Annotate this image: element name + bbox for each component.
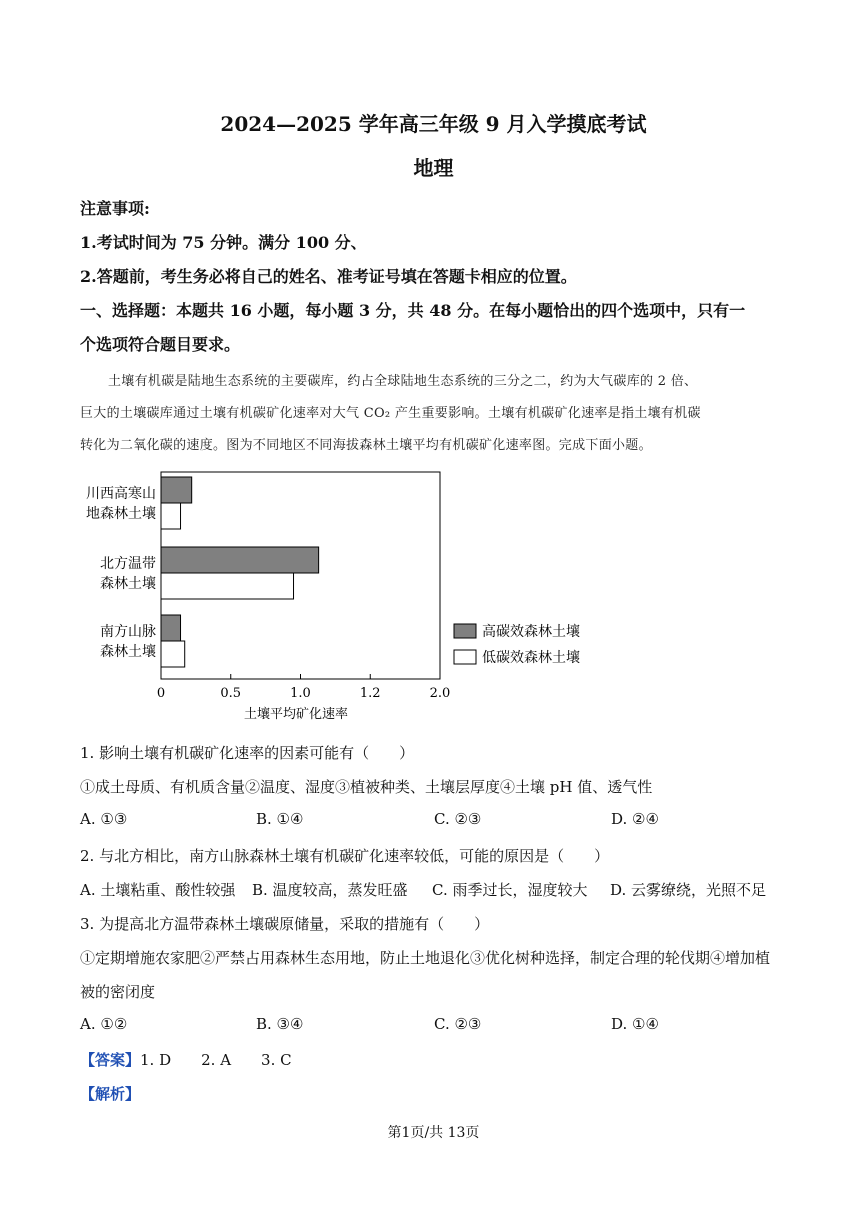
q1-statements: ①成土母质、有机质含量②温度、湿度③植被种类、土壤层厚度④土壤 pH 值、透气性 [80,778,653,796]
notice-item-1: 1.考试时间为 75 分钟。满分 100 分、 [80,233,367,252]
notice-item-2: 2.答题前，考生务必将自己的姓名、准考证号填在答题卡相应的位置。 [80,267,577,286]
q3-statements-line2: 被的密闭度 [80,983,156,1001]
category-label-0-0: 川西高寒山 [86,486,156,502]
bar-high-0 [161,477,192,503]
answer-line [80,1049,292,1070]
legend-swatch-1 [454,650,476,664]
analysis-tag: 【解析】 [80,1085,141,1103]
answer-tag: 【答案】 [80,1051,141,1069]
category-label-1-0: 北方温带 [100,556,156,572]
legend-label-0: 高碳效森林土壤 [482,624,580,640]
q1-option-c[interactable]: C. ②③ [434,810,482,828]
x-tick-label-3: 1.2 [359,686,381,701]
q3-option-b[interactable]: B. ③④ [256,1015,304,1033]
section-heading-line2: 个选项符合题目要求。 [80,335,241,354]
bar-high-2 [161,615,181,641]
bar-high-1 [161,547,319,573]
page-number: 第1页/共 13页 [387,1125,480,1141]
bar-low-1 [161,573,294,599]
exam-title: 2024—2025 学年高三年级 9 月入学摸底考试 [220,112,647,136]
passage-line2: 巨大的土壤碳库通过土壤有机碳矿化速率对大气 CO₂ 产生重要影响。土壤有机碳矿化速率是指土壤有机碳 [80,406,701,421]
q1-option-b[interactable]: B. ①④ [256,810,304,828]
q2-option-a[interactable]: A. 土壤粘重、酸性较强 [80,881,236,899]
answer-text: 1. D 2. A 3. C [140,1051,292,1069]
x-tick-label-0: 0 [156,686,166,701]
category-label-2-0: 南方山脉 [100,624,156,640]
category-label-1-1: 森林土壤 [100,576,156,592]
q3-option-d[interactable]: D. ①④ [611,1015,659,1033]
bar-low-2 [161,641,185,667]
x-tick-label-2: 1.0 [290,686,311,701]
notice-heading: 注意事项: [80,199,150,218]
q2-stem: 2. 与北方相比，南方山脉森林土壤有机碳矿化速率较低，可能的原因是（ ） [80,847,610,865]
q2-option-d[interactable]: D. 云雾缭绕，光照不足 [610,881,767,899]
legend-swatch-0 [454,624,476,638]
q3-statements-line1: ①定期增施农家肥②严禁占用森林生态用地，防止土地退化③优化树种选择，制定合理的轮伐期④增加植 [80,949,771,967]
q3-option-a[interactable]: A. ①② [80,1015,128,1033]
q2-option-c[interactable]: C. 雨季过长，湿度较大 [432,881,588,899]
x-axis-label: 土壤平均矿化速率 [243,707,349,722]
q3-stem: 3. 为提高北方温带森林土壤碳原储量，采取的措施有（ ） [80,915,490,933]
mineralization-rate-chart [70,462,610,732]
legend-label-1: 低碳效森林土壤 [482,650,580,666]
bar-low-0 [161,503,181,529]
section-heading-line1: 一、选择题：本题共 16 小题，每小题 3 分，共 48 分。在每小题恰出的四个选项中，只有一 [80,301,746,320]
passage-line1: 土壤有机碳是陆地生态系统的主要碳库，约占全球陆地生态系统的三分之二，约为大气碳库的 2 倍、 [108,374,698,389]
q1-option-d[interactable]: D. ②④ [611,810,659,828]
category-label-2-1: 森林土壤 [100,644,156,660]
subject-title: 地理 [413,156,454,180]
q2-option-b[interactable]: B. 温度较高，蒸发旺盛 [252,881,408,899]
passage-line3: 转化为二氧化碳的速度。图为不同地区不同海拔森林土壤平均有机碳矿化速率图。完成下面小题。 [80,438,652,453]
x-tick-label-1: 0.5 [220,686,242,701]
x-tick-label-4: 2.0 [429,686,451,701]
q1-stem: 1. 影响土壤有机碳矿化速率的因素可能有（ ） [80,744,415,762]
q3-option-c[interactable]: C. ②③ [434,1015,482,1033]
category-label-0-1: 地森林土壤 [86,506,156,522]
q1-option-a[interactable]: A. ①③ [80,810,128,828]
